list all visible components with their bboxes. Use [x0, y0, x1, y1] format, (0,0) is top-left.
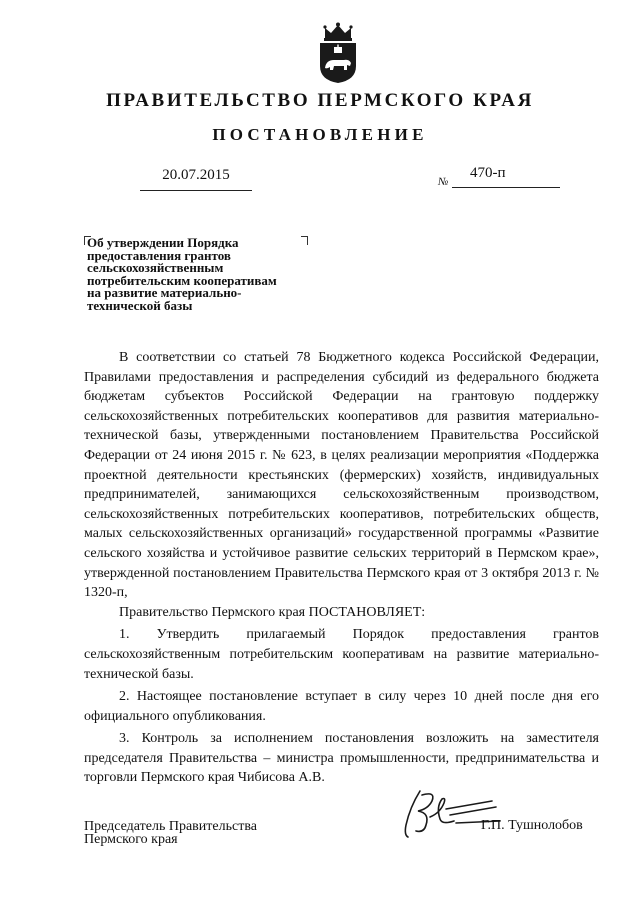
- subject-line: потребительским кооперативам: [87, 272, 277, 288]
- signatory-role-line: Председатель Правительства: [84, 819, 257, 834]
- number-sign: №: [438, 176, 449, 188]
- subject-line: сельскохозяйственным: [87, 260, 224, 275]
- signatory-role: [84, 820, 257, 846]
- document-date: 20.07.2015: [162, 167, 230, 183]
- clause-1: 1. Утвердить прилагаемый Порядок предоставления грантов сельскохозяйственным потребительским кооперативам на развитие материально-технической базы.: [84, 627, 599, 682]
- number-underline: [452, 168, 560, 188]
- document-body: [84, 348, 599, 788]
- signatory-name: Г.П. Тушнолобов: [481, 818, 583, 833]
- clause-2: 2. Настоящее постановление вступает в силу через 10 дней после дня его официального опубликования.: [84, 689, 599, 724]
- resolution-heading: Правительство Пермского края ПОСТАНОВЛЯЕТ:: [119, 604, 426, 620]
- signatory-role-line: Пермского края: [84, 832, 178, 847]
- subject-line: на развитие материально-: [87, 285, 242, 300]
- coat-of-arms-icon: [316, 22, 360, 84]
- document-subject: [87, 237, 327, 312]
- subject-line: технической базы: [87, 297, 193, 313]
- document-type-title: ПОСТАНОВЛЕНИЕ: [212, 125, 428, 144]
- government-title: ПРАВИТЕЛЬСТВО ПЕРМСКОГО КРАЯ: [106, 90, 534, 111]
- document-number: 470-п: [470, 165, 506, 181]
- subject-line: предоставления грантов: [87, 247, 231, 263]
- subject-line: Об утверждении Порядка: [87, 235, 239, 250]
- clause-3: 3. Контроль за исполнением постановления возложить на заместителя председателя Правительства – министра промышленности, предпринимательства и торговли Пермского края Чибисова А.В.: [84, 731, 599, 786]
- preamble-paragraph: В соответствии со статьей 78 Бюджетного кодекса Российской Федерации, Правилами предоставления и распределения субсидий из федерального бюджета бюджетам субъектов Российской Федерации на грантовую поддержку сельскохозяйственных потребительских кооперативов для развития материально-технической базы, утвержденными постановлением Правительства Российской Федерации от 24 июня 2015 г. № 623, в целях реализации мероприятия «Поддержка проектной деятельности крестьянских (фермерских) хозяйств, индивидуальных предпринимателей, занимающихся сельскохозяйственным производством, сельскохозяйственных потребительских кооперативов, потребительских обществ, малых сельскохозяйственных организаций» государственной программы «Развитие сельского хозяйства и устойчивое развитие сельских территорий в Пермском крае», утвержденной постановлением Правительства Пермского края от 3 октября 2013 г. № 1320-п,: [84, 350, 599, 601]
